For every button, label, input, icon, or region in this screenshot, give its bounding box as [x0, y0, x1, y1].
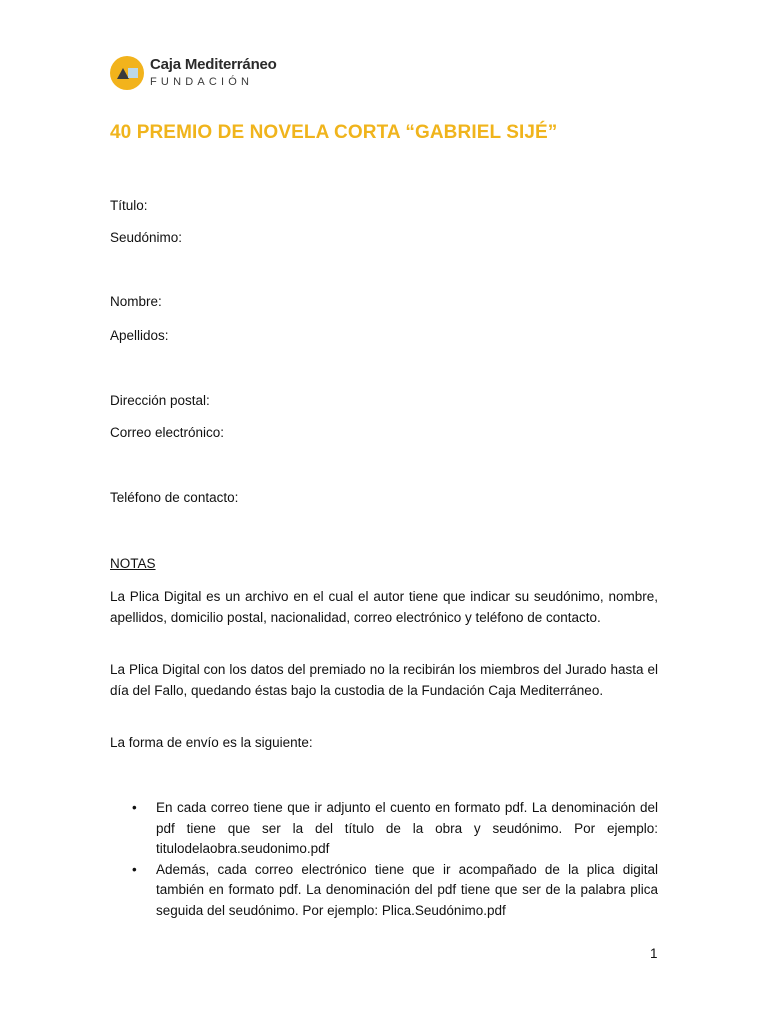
list-item-text: En cada correo tiene que ir adjunto el cuento en formato pdf. La denominación del pdf tiene que ser la del título de la obra y seudónimo. Por ejemplo: titulodelaobra.seudonimo.pdf	[156, 800, 658, 856]
bullet-icon: •	[132, 861, 137, 877]
bullet-icon: •	[132, 800, 137, 815]
list-item-text: Además, cada correo electrónico tiene que ir acompañado de la plica digital también en formato pdf. La denominación del pdf tiene que ser de la palabra plica seguida del seudónimo. Por ejemplo: Plica.Seudónimo.pdf	[156, 861, 658, 918]
logo-circle-icon	[110, 56, 144, 90]
field-apellidos: Apellidos:	[110, 328, 169, 343]
field-direccion-postal: Dirección postal:	[110, 393, 210, 408]
field-telefono-contacto: Teléfono de contacto:	[110, 490, 239, 505]
list-item	[110, 798, 658, 860]
field-seudonimo: Seudónimo:	[110, 230, 183, 245]
notas-paragraph: La Plica Digital con los datos del premiado no la recibirán los miembros del Jurado hasta el día del Fallo, quedando éstas bajo la custodia de la Fundación Caja Mediterráneo.	[110, 662, 658, 698]
field-titulo: Título:	[110, 198, 148, 213]
notas-heading: NOTAS	[110, 556, 156, 571]
page-number: 1	[650, 946, 658, 961]
instructions-list	[110, 798, 658, 921]
list-item	[110, 860, 658, 922]
document-title: 40 PREMIO DE NOVELA CORTA “GABRIEL SIJÉ”	[110, 122, 558, 143]
logo-subtitle: FUNDACIÓN	[150, 76, 254, 88]
caja-mediterraneo-logo	[110, 56, 280, 92]
notas-paragraph: La Plica Digital es un archivo en el cual el autor tiene que indicar su seudónimo, nombre, apellidos, domicilio postal, nacionalidad, correo electrónico y teléfono de contacto.	[110, 589, 658, 625]
notas-paragraph: La forma de envío es la siguiente:	[110, 735, 313, 750]
field-correo-electronico: Correo electrónico:	[110, 425, 225, 440]
logo-square-icon	[128, 68, 138, 78]
field-nombre: Nombre:	[110, 294, 162, 309]
logo-name: Caja Mediterráneo	[150, 56, 277, 73]
